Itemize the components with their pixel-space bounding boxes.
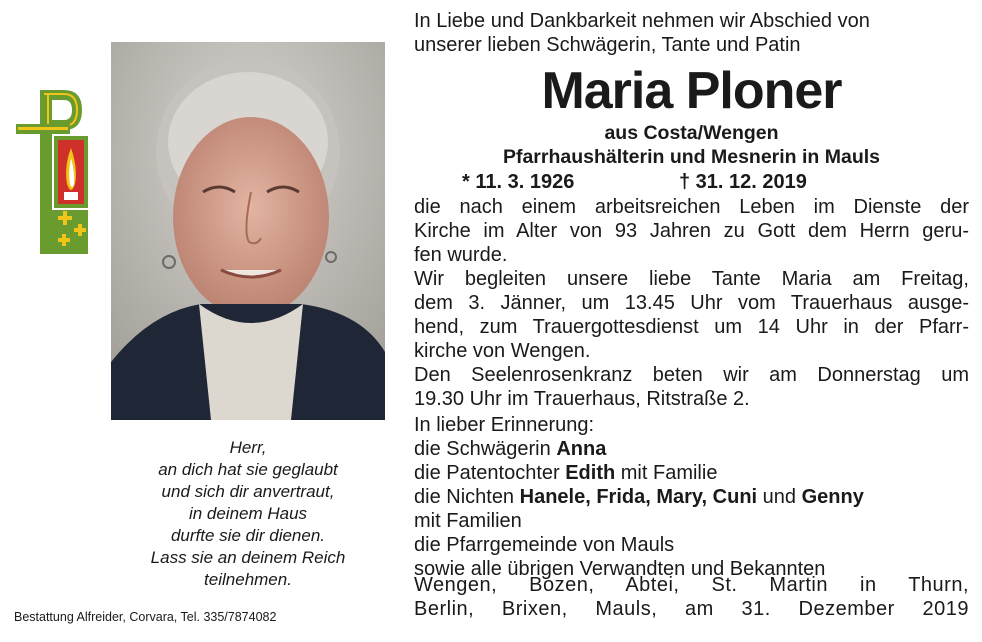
mourner-relation: die Schwägerin [414,438,557,460]
paragraph-funeral [414,267,969,363]
paragraph-rosary [414,363,969,411]
verse-line: teilnehmen. [204,570,292,589]
paragraph-life [414,195,969,267]
verse-line: in deinem Haus [188,504,308,523]
portrait-photo [111,42,385,420]
mourners-list [414,413,969,581]
intro-text [414,9,969,57]
text-line: kirche von Wengen. [414,340,591,362]
verse-line: an dich hat sie geglaubt [158,460,338,479]
mourner-name: Anna [556,438,607,460]
mourner-conjunction: und [757,486,802,508]
origin-text [414,121,969,169]
birth-date: * 11. 3. 1926 [462,171,575,193]
mourners-heading: In lieber Erinnerung: [414,414,595,436]
text-line: fen wurde. [414,244,508,266]
origin-line: aus Costa/Wengen [604,122,779,144]
place-line: Wengen, Bozen, Abtei, St. Martin in Thurn, [414,574,969,596]
mourner-line: sowie alle übrigen Verwandten und Bekannten [414,558,826,580]
text-line: Kirche im Alter von 93 Jahren zu Gott dem Herrn geru- [414,220,969,242]
chi-rho-cross-icon [14,88,90,258]
verse-line: Herr, [229,438,267,457]
mourner-name: Edith [565,462,616,484]
verse-line: Lass sie an deinem Reich [150,548,346,567]
place-line: Berlin, Brixen, Mauls, am 31. Dezember 2019 [414,598,969,620]
mourner-relation: die Nichten [414,486,520,508]
mourner-name: Hanele, Frida, Mary, Cuni [519,486,758,508]
mourner-relation: die Patentochter [414,462,566,484]
intro-line: In Liebe und Dankbarkeit nehmen wir Abschied von [414,10,870,32]
place-and-date [414,573,969,621]
text-line: Den Seelenrosenkranz beten wir am Donnerstag um [414,364,969,386]
deceased-name: Maria Ploner [541,62,842,120]
text-line: hend, zum Trauergottesdienst um 14 Uhr in der Pfarr- [414,316,969,338]
mourner-name: Genny [801,486,864,508]
mourner-suffix: mit Familie [615,462,718,484]
text-line: die nach einem arbeitsreichen Leben im Dienste der [414,196,969,218]
mourner-line: die Pfarrgemeinde von Mauls [414,534,675,556]
verse-line: durfte sie dir dienen. [170,526,326,545]
text-line: dem 3. Jänner, um 13.45 Uhr vom Trauerhaus ausge- [414,292,969,314]
verse-line: und sich dir anvertraut, [161,482,335,501]
funeral-home-credit: Bestattung Alfreider, Corvara, Tel. 335/7874082 [14,610,277,624]
intro-line: unserer lieben Schwägerin, Tante und Patin [414,34,801,56]
death-date: † 31. 12. 2019 [679,171,807,193]
mourner-line [414,485,969,509]
text-line: Wir begleiten unsere liebe Tante Maria am Freitag, [414,268,969,290]
mourner-line [414,461,969,485]
mourner-line: mit Familien [414,510,522,532]
occupation-line: Pfarrhaushälterin und Mesnerin in Mauls [502,146,881,168]
text-line: 19.30 Uhr im Trauerhaus, Ritstraße 2. [414,388,750,410]
mourner-line [414,437,969,461]
verse [111,437,385,591]
